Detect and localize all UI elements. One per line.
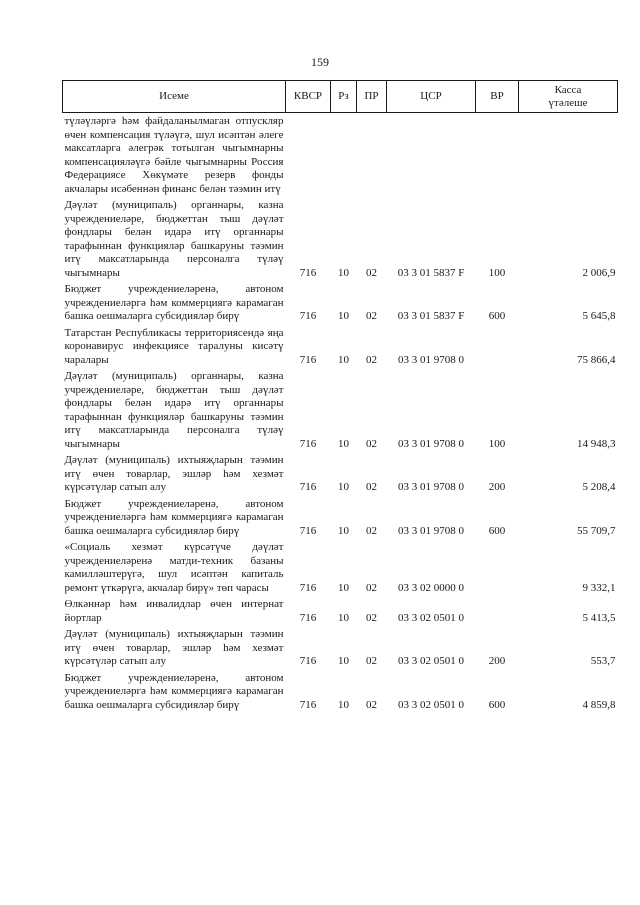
cell-kvsr: 716 [299,353,317,366]
cell-name: түләүләргә һәм файдаланылмаган отпускляр өчен компенсация түләүгә, шул исәптән әлеге максатларга әлегрәк тотылган чыгымнарны компенсацияләүгә бәйле чыгымнарны Россия Федерациясе Хөкүмәте резерв фонды акчалары исәбеннән финанс белән тәэмин итү [64,115,284,195]
cell-csr: 03 3 02 0501 0 [398,611,464,624]
table-row [63,496,618,540]
cell-rz: 10 [338,437,349,450]
cell-csr: 03 3 01 5837 F [397,266,465,279]
cell-csr: 03 3 01 9708 0 [398,437,464,450]
cell-sum: 75 866,4 [577,353,616,366]
cell-sum: 553,7 [590,655,616,667]
cell-name: Дәүләт (муниципаль) органнары, казна учреждениеләре, бюджеттан тыш дәүләт фондлары белән идарә итү органнары тарафыннан функцияләр башкаруны тәэмин итү максатларында персоналга түләү чыгымнары [64,199,284,279]
budget-table [62,80,618,713]
cell-vr: 600 [488,524,506,537]
cell-kvsr: 716 [299,266,317,279]
cell-sum: 5 208,4 [582,481,616,493]
cell-sum: 4 859,8 [582,698,616,711]
cell-name: Дәүләт (муниципаль) ихтыяҗларын тәэмин итү өчен товарлар, эшләр һәм хезмәт күрсәтүләр сатып алу [64,628,284,667]
cell-kvsr: 716 [299,655,317,667]
cell-rz: 10 [338,698,349,711]
cell-rz: 10 [338,524,349,537]
cell-csr: 03 3 01 5837 F [397,310,465,322]
cell-kvsr: 716 [299,437,317,450]
cell-name: Бюджет учреждениеләренә, автоном учреждениеләргә һәм коммерциягә карамаган башка оешмаларга субсидияләр бирү [64,671,284,711]
cell-name: Бюджет учреждениеләренә, автоном учреждениеләргә һәм коммерциягә карамаган башка оешмаларга субсидияләр бирү [64,283,284,322]
cell-vr [476,596,519,626]
table-row [63,325,618,369]
cell-rz: 10 [338,581,349,594]
cell-csr: 03 3 01 9708 0 [398,353,464,366]
cell-csr [387,113,476,198]
cell-sum: 55 709,7 [577,524,616,537]
cell-vr [476,325,519,369]
table-row [63,670,618,714]
table-row [63,626,618,670]
cell-kvsr: 716 [299,524,317,537]
cell-csr: 03 3 01 9708 0 [398,524,464,537]
column-header-pr: ПР [357,81,387,113]
cell-name: «Социаль хезмәт күрсәтүче дәүләт учреждениеләренә матди-техник базаны камилләштерүгә, шул исәптән капиталь ремонт үткәрүгә, акчалар бирү» төп чарасы [64,541,284,594]
cell-vr: 200 [488,481,506,493]
cell-kvsr: 716 [299,698,317,711]
cell-pr [357,113,387,198]
cell-pr: 02 [366,310,377,322]
cell-pr: 02 [366,655,377,667]
cell-csr: 03 3 02 0000 0 [398,581,464,594]
cell-vr: 600 [488,310,506,322]
table-row [63,596,618,626]
cell-pr: 02 [366,266,377,279]
column-header-csr: ЦСР [387,81,476,113]
table-row [63,368,618,452]
column-header-sum [519,81,618,113]
column-header-sum-line2: үтәлеше [548,96,588,109]
cell-pr: 02 [366,481,377,493]
cell-rz: 10 [338,353,349,366]
table-row [63,452,618,496]
cell-sum: 14 948,3 [577,437,616,450]
table-row [63,281,618,325]
cell-pr: 02 [366,611,377,624]
cell-vr: 600 [488,698,506,711]
cell-kvsr: 716 [299,481,317,493]
column-header-sum-line1: Касса [554,83,582,96]
cell-rz: 10 [338,310,349,322]
column-header-name: Исеме [63,81,286,113]
cell-vr [476,113,519,198]
cell-csr: 03 3 01 9708 0 [398,481,464,493]
cell-vr: 200 [488,655,506,667]
cell-sum [519,113,618,198]
cell-name: Дәүләт (муниципаль) органнары, казна учреждениеләре, бюджеттан тыш дәүләт фондлары белән идарә итү органнары тарафыннан функцияләр башкаруны тәэмин итү максатларында персоналга түләү чыгымнары [64,370,284,450]
table-row [63,539,618,596]
cell-sum: 5 645,8 [582,310,616,322]
cell-pr: 02 [366,437,377,450]
column-header-rz: Рз [331,81,357,113]
cell-rz: 10 [338,611,349,624]
cell-rz: 10 [338,655,349,667]
table-row [63,197,618,281]
cell-pr: 02 [366,524,377,537]
table-header [63,81,618,113]
cell-sum: 9 332,1 [582,581,616,594]
cell-csr: 03 3 02 0501 0 [398,655,464,667]
cell-kvsr: 716 [299,611,317,624]
cell-vr: 100 [488,437,506,450]
cell-vr [476,539,519,596]
cell-pr: 02 [366,353,377,366]
cell-sum: 5 413,5 [582,611,616,624]
column-header-vr: ВР [476,81,519,113]
cell-kvsr [286,113,331,198]
cell-rz: 10 [338,481,349,493]
cell-rz [331,113,357,198]
cell-rz: 10 [338,266,349,279]
table-row [63,113,618,198]
cell-kvsr: 716 [299,581,317,594]
cell-pr: 02 [366,698,377,711]
cell-vr: 100 [488,266,506,279]
cell-name: Татарстан Республикасы территориясендә яңа коронавирус инфекциясе таралуны кисәтү чаралары [64,326,284,366]
cell-sum: 2 006,9 [582,266,616,279]
table-body [63,113,618,714]
cell-name: Дәүләт (муниципаль) ихтыяҗларын тәэмин итү өчен товарлар, эшләр һәм хезмәт күрсәтүләр сатып алу [64,454,284,493]
page-number: 159 [311,55,329,69]
cell-name: Өлкәннәр һәм инвалидлар өчен интернат йортлар [64,598,284,624]
cell-pr: 02 [366,581,377,594]
cell-name: Бюджет учреждениеләренә, автоном учреждениеләргә һәм коммерциягә карамаган башка оешмаларга субсидияләр бирү [64,497,284,537]
cell-csr: 03 3 02 0501 0 [398,698,464,711]
cell-kvsr: 716 [299,310,317,322]
column-header-kvsr: КВСР [286,81,331,113]
